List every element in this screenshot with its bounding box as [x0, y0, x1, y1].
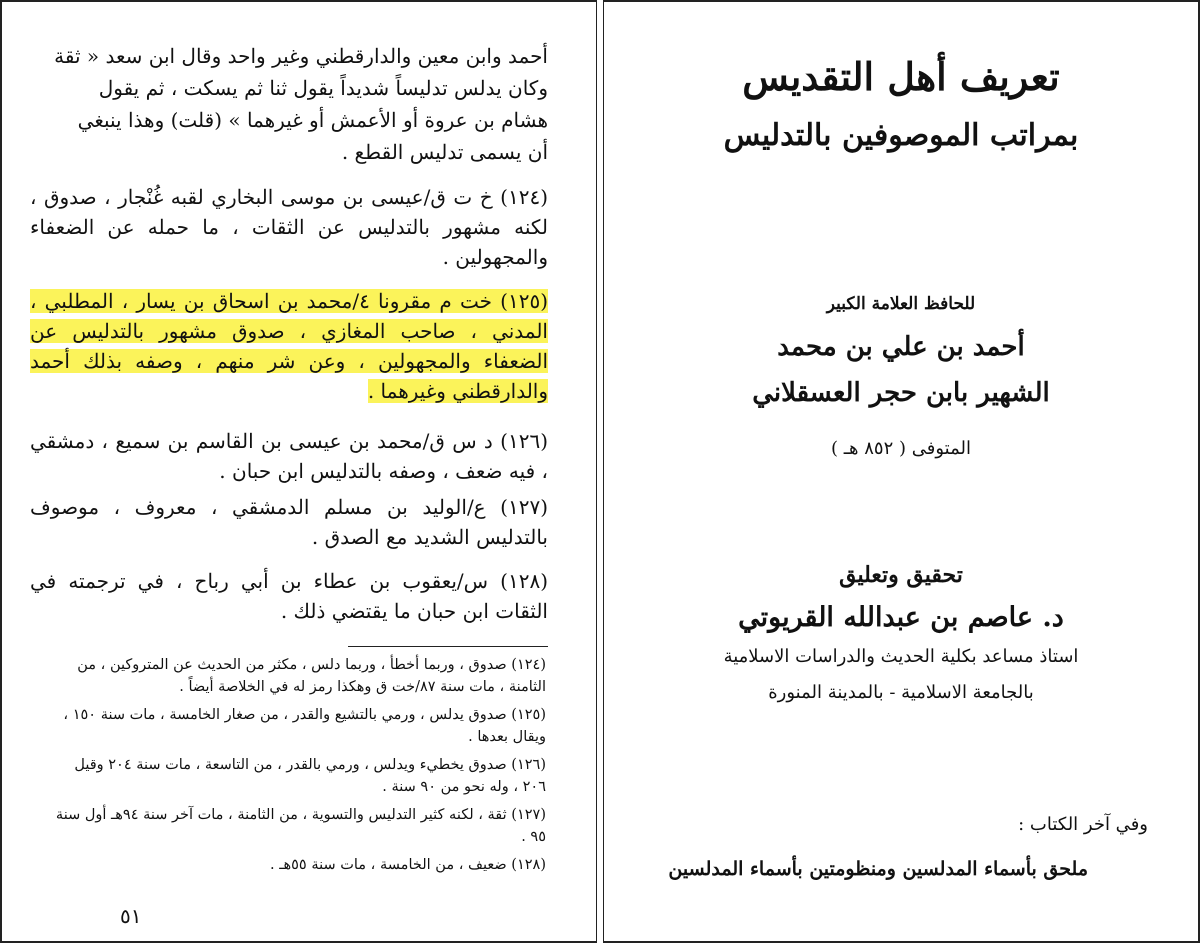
appendix-label: وفي آخر الكتاب :: [1018, 814, 1148, 835]
entry-124: [30, 182, 548, 272]
editor-university: بالجامعة الاسلامية - بالمدينة المنورة: [768, 682, 1034, 703]
entry-128: [30, 566, 548, 626]
entry-125: [30, 286, 548, 406]
entry-127: [30, 492, 548, 552]
page-number: ٥١: [120, 904, 142, 928]
author-known-as: الشهير بابن حجر العسقلاني: [752, 378, 1050, 408]
intro-line: هشام بن عروة أو الأعمش أو غيرهما » (قلت) وهذا ينبغي: [77, 108, 548, 132]
edition-label: تحقيق وتعليق: [839, 562, 963, 588]
book-title: تعريف أهل التقديس: [742, 54, 1060, 99]
footnote: (١٢٤) صدوق ، وربما أخطأ ، وربما دلس ، مكثر من الحديث عن المتروكين ، من الثامنة ، مات سنة ٨٧/خت ق وهكذا رمز له في الخلاصة أيضاً .: [77, 657, 546, 695]
entry-126: [30, 426, 548, 486]
author-name: أحمد بن علي بن محمد: [777, 332, 1025, 362]
entry-text: (١٢٤) خ ت ق/عيسى بن موسى البخاري لقبه غُنْجار ، صدوق ، لكنه مشهور بالتدليس عن الثقات ، ما حمله عن الضعفاء والمجهولين .: [30, 185, 548, 269]
intro-line: أحمد وابن معين والدارقطني وغير واحد وقال ابن سعد « ثقة: [54, 44, 548, 68]
intro-line: وكان يدلس تدليساً شديداً يقول ثنا ثم يسكت ، ثم يقول: [98, 76, 548, 100]
left-page: [0, 0, 597, 943]
footnotes: [50, 654, 546, 882]
footnote: (١٢٨) ضعيف ، من الخامسة ، مات سنة ٥٥هـ .: [270, 857, 546, 873]
intro-line: أن يسمى تدليس القطع .: [341, 140, 548, 164]
footnote: (١٢٥) صدوق يدلس ، ورمي بالتشيع والقدر ، من صغار الخامسة ، مات سنة ١٥٠ ، ويقال بعدها .: [63, 707, 546, 745]
highlighted-entry-text: (١٢٥) خت م مقرونا ٤/محمد بن اسحاق بن يسار ، المطلبي ، المدني ، صاحب المغازي ، صدوق مشهور بالتدليس عن الضعفاء والمجهولين ، وعن شر منهم ، وصفه بذلك أحمد والدارقطني وغيرهما .: [30, 289, 548, 403]
author-death: المتوفى ( ٨٥٢ هـ ): [831, 438, 971, 459]
book-subtitle: بمراتب الموصوفين بالتدليس: [723, 118, 1079, 153]
footnote: (١٢٧) ثقة ، لكنه كثير التدليس والتسوية ، من الثامنة ، مات آخر سنة ٩٤هـ أول سنة ٩٥ .: [55, 807, 546, 845]
right-page: [603, 0, 1200, 943]
editor-title: استاذ مساعد بكلية الحديث والدراسات الاسلامية: [723, 646, 1079, 667]
author-label: للحافظ العلامة الكبير: [826, 294, 976, 314]
editor-name: د. عاصم بن عبدالله القريوتي: [738, 602, 1064, 633]
footnote-divider: [348, 646, 548, 647]
footnote: (١٢٦) صدوق يخطيء ويدلس ، ورمي بالقدر ، من التاسعة ، مات سنة ٢٠٤ وقيل ٢٠٦ ، وله نحو من ٩٠ سنة .: [74, 757, 546, 795]
appendix-text: ملحق بأسماء المدلسين ومنظومتين بأسماء المدلسين: [668, 858, 1088, 880]
entry-text: (١٢٧) ع/الوليد بن مسلم الدمشقي ، معروف ، موصوف بالتدليس الشديد مع الصدق .: [30, 495, 548, 549]
entry-text: (١٢٨) س/يعقوب بن عطاء بن أبي رباح ، في ترجمته في الثقات ابن حبان ما يقتضي ذلك .: [30, 569, 548, 623]
entry-text: (١٢٦) د س ق/محمد بن عيسى بن القاسم بن سميع ، دمشقي ، فيه ضعف ، وصفه بالتدليس ابن حبان .: [30, 429, 548, 483]
